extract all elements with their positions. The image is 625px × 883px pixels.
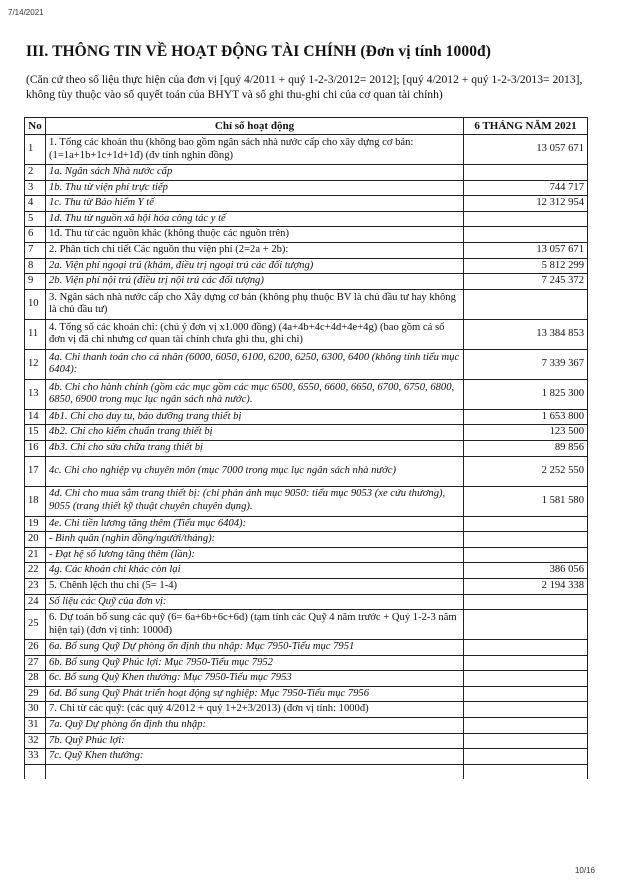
indicator-value: 13 057 671 — [464, 242, 588, 258]
indicator-value: 13 384 853 — [464, 319, 588, 349]
table-row — [25, 594, 588, 610]
row-number: 2 — [25, 165, 46, 181]
col-header-no: No — [25, 118, 46, 135]
table-row — [25, 379, 588, 409]
indicator-text: 7a. Quỹ Dự phòng ổn định thu nhập: — [46, 718, 464, 734]
indicator-value — [464, 610, 588, 640]
indicator-value — [464, 516, 588, 532]
indicator-value — [464, 289, 588, 319]
table-row — [25, 610, 588, 640]
table-row — [25, 547, 588, 563]
indicator-text: 2b. Viện phí nội trú (điều trị nội trú các đối tượng) — [46, 274, 464, 290]
table-row — [25, 655, 588, 671]
row-number: 16 — [25, 440, 46, 456]
row-number: 33 — [25, 749, 46, 765]
indicator-text: 1d. Thu từ nguồn xã hội hóa công tác y tế — [46, 211, 464, 227]
indicator-value — [464, 227, 588, 243]
table-continuation-row — [25, 764, 588, 779]
indicator-text: Số liệu các Quỹ của đơn vị: — [46, 594, 464, 610]
table-header-row — [25, 118, 588, 135]
indicator-text: 7c. Quỹ Khen thưởng: — [46, 749, 464, 765]
row-number: 8 — [25, 258, 46, 274]
row-number: 5 — [25, 211, 46, 227]
continuation-cell — [46, 764, 464, 779]
indicator-value: 2 252 550 — [464, 456, 588, 486]
table-row — [25, 258, 588, 274]
indicator-text: 3. Ngân sách nhà nước cấp cho Xây dựng cơ bản (không phụ thuộc BV là chủ đầu tư hay không là chủ đầu tư) — [46, 289, 464, 319]
indicator-value — [464, 718, 588, 734]
indicator-value — [464, 655, 588, 671]
indicator-value — [464, 702, 588, 718]
row-number: 9 — [25, 274, 46, 290]
row-number: 4 — [25, 196, 46, 212]
table-row — [25, 640, 588, 656]
table-row — [25, 516, 588, 532]
row-number: 26 — [25, 640, 46, 656]
indicator-text: 7b. Quỹ Phúc lợi: — [46, 733, 464, 749]
table-row — [25, 486, 588, 516]
indicator-text: 4g. Các khoản chi khác còn lại — [46, 563, 464, 579]
row-number: 1 — [25, 135, 46, 165]
row-number: 6 — [25, 227, 46, 243]
continuation-cell — [25, 764, 46, 779]
indicator-text: 1c. Thu từ Bảo hiểm Y tế — [46, 196, 464, 212]
table-row — [25, 563, 588, 579]
table-row — [25, 180, 588, 196]
table-row — [25, 440, 588, 456]
indicator-text: - Đạt hệ số lương tăng thêm (lần): — [46, 547, 464, 563]
row-number: 32 — [25, 733, 46, 749]
indicator-value — [464, 532, 588, 548]
indicator-value: 386 056 — [464, 563, 588, 579]
indicator-text: 1. Tổng các khoản thu (không bao gồm ngân sách nhà nước cấp cho xây dựng cơ bản: (1=1a+1b+1c+1d+1đ) (đv tính nghìn đồng) — [46, 135, 464, 165]
col-header-indicator: Chỉ số hoạt động — [46, 118, 464, 135]
row-number: 24 — [25, 594, 46, 610]
indicator-value — [464, 211, 588, 227]
indicator-text: 1b. Thu từ viện phí trực tiếp — [46, 180, 464, 196]
indicator-text: 4c. Chi cho nghiệp vụ chuyên môn (mục 7000 trong mục lục ngân sách nhà nước) — [46, 456, 464, 486]
indicator-value: 7 339 367 — [464, 349, 588, 379]
indicator-text: 6a. Bổ sung Quỹ Dự phòng ổn định thu nhập: Mục 7950-Tiểu mục 7951 — [46, 640, 464, 656]
indicator-value: 744 717 — [464, 180, 588, 196]
indicator-value: 1 653 800 — [464, 409, 588, 425]
indicator-text: 6. Dự toán bổ sung các quỹ (6= 6a+6b+6c+6d) (tạm tính các Quỹ 4 năm trước + Quý 1-2-3 năm hiện tại) (đơn vị tính: 1000đ) — [46, 610, 464, 640]
table-row — [25, 227, 588, 243]
indicator-text: 1a. Ngân sách Nhà nước cấp — [46, 165, 464, 181]
table-row — [25, 671, 588, 687]
indicator-text: 4b. Chi cho hành chính (gồm các mục gồm các mục 6500, 6550, 6600, 6650, 6700, 6750, 6800, 6850, 6900 trong mục lục ngân sách nhà nước). — [46, 379, 464, 409]
table-row — [25, 211, 588, 227]
row-number: 21 — [25, 547, 46, 563]
row-number: 15 — [25, 425, 46, 441]
page-number: 10/16 — [574, 866, 595, 875]
row-number: 29 — [25, 686, 46, 702]
table-row — [25, 409, 588, 425]
indicator-value: 89 856 — [464, 440, 588, 456]
indicator-value: 7 245 372 — [464, 274, 588, 290]
row-number: 30 — [25, 702, 46, 718]
row-number: 11 — [25, 319, 46, 349]
indicator-value — [464, 165, 588, 181]
table-row — [25, 274, 588, 290]
table-row — [25, 456, 588, 486]
row-number: 23 — [25, 578, 46, 594]
indicator-value: 2 194 338 — [464, 578, 588, 594]
indicator-value: 123 500 — [464, 425, 588, 441]
row-number: 22 — [25, 563, 46, 579]
table-row — [25, 242, 588, 258]
row-number: 18 — [25, 486, 46, 516]
financial-activity-table — [24, 117, 588, 779]
col-header-value: 6 THÁNG NĂM 2021 — [464, 118, 588, 135]
indicator-value — [464, 640, 588, 656]
indicator-value — [464, 547, 588, 563]
table-row — [25, 349, 588, 379]
indicator-text: 6b. Bổ sung Quỹ Phúc lợi: Mục 7950-Tiểu mục 7952 — [46, 655, 464, 671]
indicator-text: 6d. Bổ sung Quỹ Phát triển hoạt động sự nghiệp: Mục 7950-Tiểu mục 7956 — [46, 686, 464, 702]
table-row — [25, 196, 588, 212]
indicator-value: 1 581 580 — [464, 486, 588, 516]
row-number: 31 — [25, 718, 46, 734]
row-number: 25 — [25, 610, 46, 640]
indicator-value — [464, 686, 588, 702]
table-row — [25, 749, 588, 765]
indicator-value: 13 057 671 — [464, 135, 588, 165]
table-row — [25, 165, 588, 181]
indicator-text: 4b1. Chi cho duy tu, bảo dưỡng trang thiết bị — [46, 409, 464, 425]
indicator-value — [464, 733, 588, 749]
row-number: 7 — [25, 242, 46, 258]
row-number: 19 — [25, 516, 46, 532]
row-number: 27 — [25, 655, 46, 671]
indicator-value — [464, 594, 588, 610]
row-number: 14 — [25, 409, 46, 425]
table-row — [25, 718, 588, 734]
indicator-text: 4d. Chi cho mua sắm trang thiết bị: (chỉ phản ánh mục 9050: tiểu mục 9053 (xe cứu thương), 9055 (trang thiết kỹ thuật chuyên chuyên dụng). — [46, 486, 464, 516]
table-row — [25, 702, 588, 718]
indicator-value — [464, 671, 588, 687]
indicator-text: 1đ. Thu từ các nguồn khác (không thuộc các nguồn trên) — [46, 227, 464, 243]
indicator-text: 6c. Bổ sung Quỹ Khen thưởng: Mục 7950-Tiểu mục 7953 — [46, 671, 464, 687]
row-number: 28 — [25, 671, 46, 687]
row-number: 13 — [25, 379, 46, 409]
print-date: 7/14/2021 — [8, 8, 44, 17]
indicator-text: - Bình quân (nghìn đồng/người/tháng): — [46, 532, 464, 548]
row-number: 12 — [25, 349, 46, 379]
indicator-value: 1 825 300 — [464, 379, 588, 409]
table-row — [25, 686, 588, 702]
data-source-note: (Căn cứ theo số liệu thực hiện của đơn vị [quý 4/2011 + quý 1-2-3/2012= 2012]; [quý 4/2012 + quý 1-2-3/2013= 2013], không tùy thuộc vào số quyết toán của BHYT và số ghi thu-ghi chi của cơ quan tài chính) — [26, 73, 583, 101]
indicator-text: 7. Chi từ các quỹ: (các quý 4/2012 + quý 1+2+3/2013) (đơn vị tính: 1000đ) — [46, 702, 464, 718]
indicator-text: 4b2. Chi cho kiểm chuẩn trang thiết bị — [46, 425, 464, 441]
row-number: 17 — [25, 456, 46, 486]
indicator-value: 5 812 299 — [464, 258, 588, 274]
row-number: 10 — [25, 289, 46, 319]
indicator-text: 2. Phân tích chi tiết Các nguồn thu viện phí (2=2a + 2b): — [46, 242, 464, 258]
row-number: 20 — [25, 532, 46, 548]
table-row — [25, 135, 588, 165]
indicator-text: 4a. Chi thanh toán cho cá nhân (6000, 6050, 6100, 6200, 6250, 6300, 6400 (không tính tiểu mục 6404): — [46, 349, 464, 379]
table-row — [25, 289, 588, 319]
table-row — [25, 425, 588, 441]
indicator-text: 4e. Chi tiền lương tăng thêm (Tiểu mục 6404): — [46, 516, 464, 532]
indicator-text: 2a. Viện phí ngoại trú (khám, điều trị ngoại trú các đối tượng) — [46, 258, 464, 274]
continuation-cell — [464, 764, 588, 779]
section-title: III. THÔNG TIN VỀ HOẠT ĐỘNG TÀI CHÍNH (Đơn vị tính 1000đ) — [26, 43, 492, 60]
table-row — [25, 578, 588, 594]
indicator-text: 4b3. Chi cho sửa chữa trang thiết bị — [46, 440, 464, 456]
table-row — [25, 733, 588, 749]
indicator-value — [464, 749, 588, 765]
indicator-text: 4. Tổng số các khoản chi: (chú ý đơn vị x1.000 đồng) (4a+4b+4c+4d+4e+4g) (bao gồm cả số đơn vị đã chi nhưng cơ quan tài chính chưa ghi thu, ghi chi) — [46, 319, 464, 349]
indicator-text: 5. Chênh lệch thu chi (5= 1-4) — [46, 578, 464, 594]
table-row — [25, 532, 588, 548]
row-number: 3 — [25, 180, 46, 196]
table-row — [25, 319, 588, 349]
indicator-value: 12 312 954 — [464, 196, 588, 212]
